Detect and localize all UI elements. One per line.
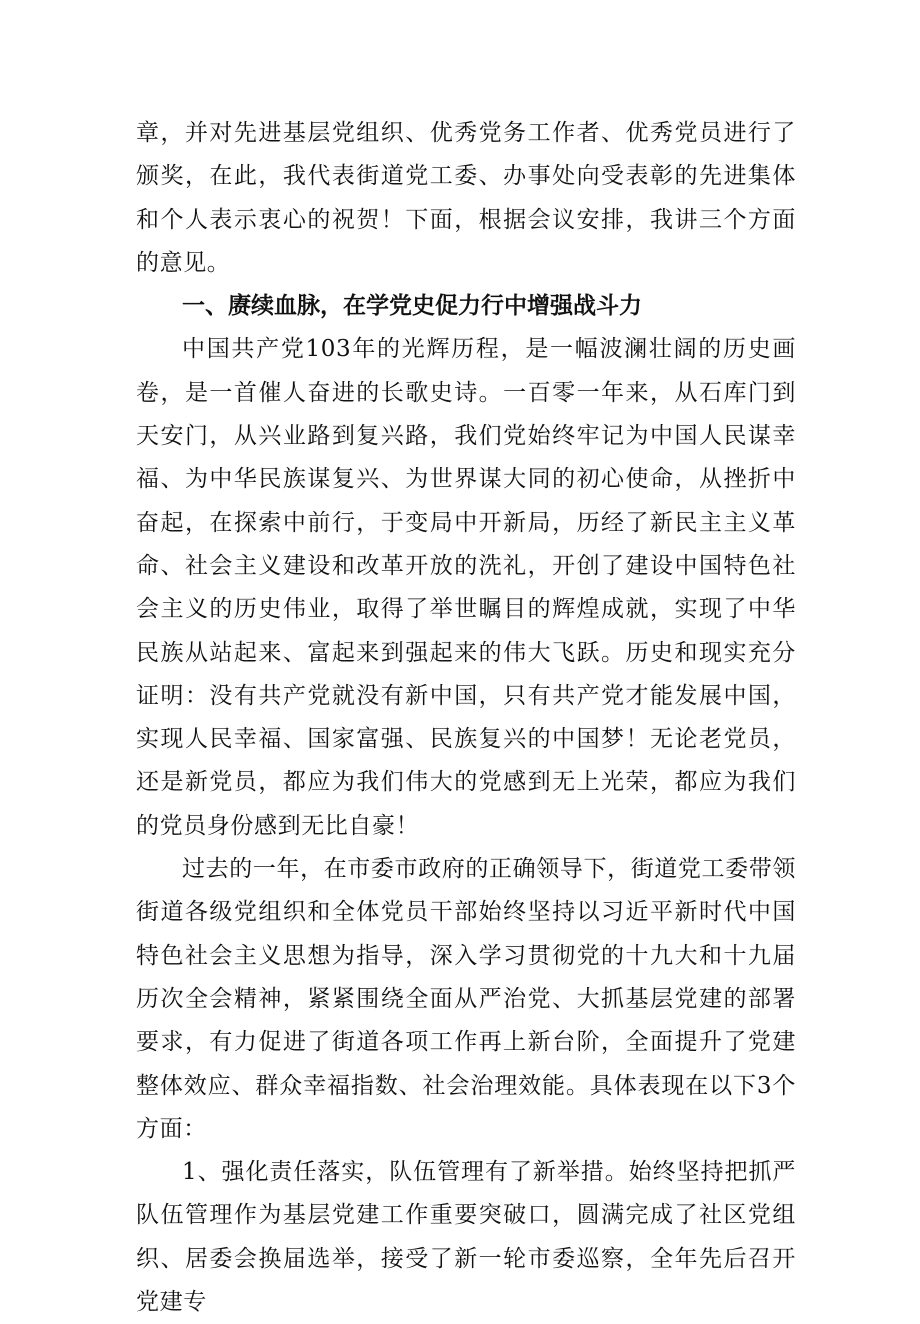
paragraph-intro-continuation: 章，并对先进基层党组织、优秀党务工作者、优秀党员进行了颁奖，在此，我代表街道党工委、办事处向受表彰的先进集体和个人表示衷心的祝贺！下面，根据会议安排，我讲三个方面的意见。 [136,120,796,276]
document-body [136,112,796,1324]
section-heading-1: 一、赓续血脉，在学党史促力行中增强战斗力 [182,293,642,320]
paragraph-item-1: 1、强化责任落实，队伍管理有了新举措。始终坚持把抓严队伍管理作为基层党建工作重要突破口，圆满完成了社区党组织、居委会换届选举，接受了新一轮市委巡察，全年先后召开党建专 [136,1159,796,1316]
paragraph-party-history: 中国共产党103年的光辉历程，是一幅波澜壮阔的历史画卷，是一首催人奋进的长歌史诗。一百零一年来，从石库门到天安门，从兴业路到复兴路，我们党始终牢记为中国人民谋幸福、为中华民族谋复兴、为世界谋大同的初心使命，从挫折中奋起，在探索中前行，于变局中开新局，历经了新民主主义革命、社会主义建设和改革开放的洗礼，开创了建设中国特色社会主义的历史伟业，取得了举世瞩目的辉煌成就，实现了中华民族从站起来、富起来到强起来的伟大飞跃。历史和现实充分证明：没有共产党就没有新中国，只有共产党才能发展中国，实现人民幸福、国家富强、民族复兴的中国梦！无论老党员，还是新党员，都应为我们伟大的党感到无上光荣，都应为我们的党员身份感到无比自豪！ [136,336,796,839]
paragraph-past-year: 过去的一年，在市委市政府的正确领导下，街道党工委带领街道各级党组织和全体党员干部始终坚持以习近平新时代中国特色社会主义思想为指导，深入学习贯彻党的十九大和十九届历次全会精神，紧紧围绕全面从严治党、大抓基层党建的部署要求，有力促进了街道各项工作再上新台阶，全面提升了党建整体效应、群众幸福指数、社会治理效能。具体表现在以下3个方面： [136,856,796,1142]
